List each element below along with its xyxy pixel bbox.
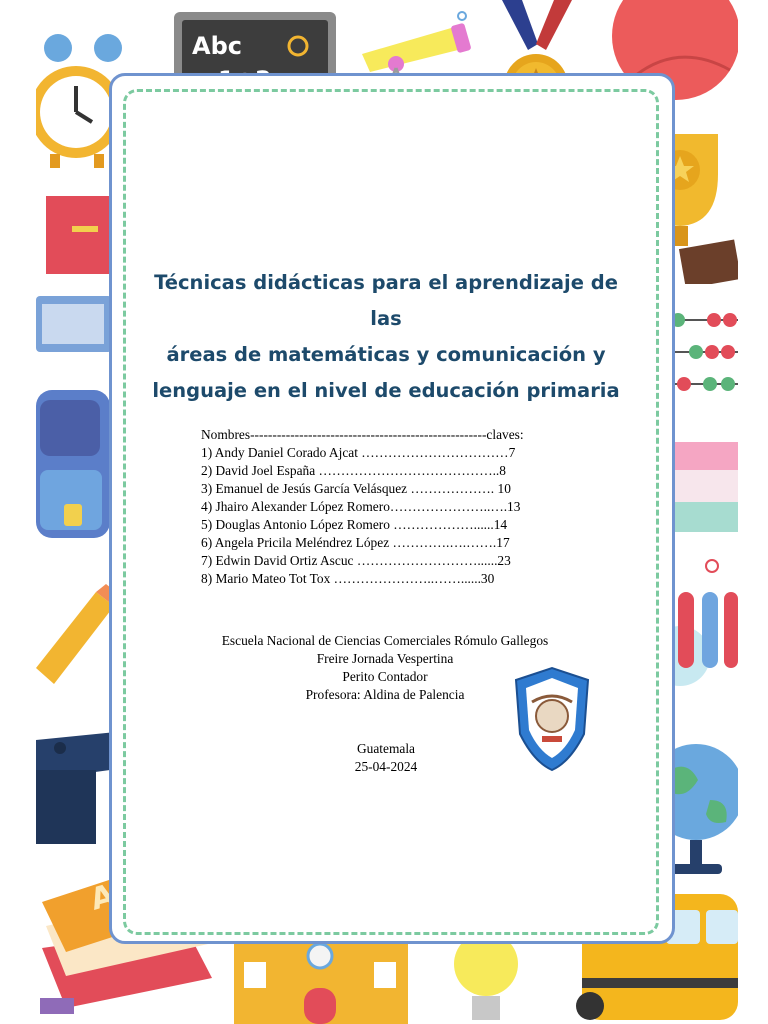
school-crest-emblem bbox=[512, 666, 592, 772]
member-item: 4) Jhairo Alexander López Romero…………………..….13 bbox=[201, 499, 521, 514]
document-title bbox=[136, 265, 636, 409]
pencil-icon bbox=[36, 584, 116, 694]
member-item: 1) Andy Daniel Corado Ajcat ……………………………7 bbox=[201, 445, 516, 460]
member-item: 6) Angela Pricila Meléndrez López ………….….…….17 bbox=[201, 535, 510, 550]
chalkboard-text-top: Abc bbox=[192, 32, 242, 60]
member-item: 5) Douglas Antonio López Romero ………………......14 bbox=[201, 517, 508, 532]
graduation-cap-icon bbox=[36, 710, 116, 850]
member-list bbox=[201, 426, 601, 588]
member-list-header: Nombres-----------------------------------------------------claves: bbox=[201, 427, 524, 442]
document-page bbox=[36, 0, 738, 1024]
career-line: Perito Contador bbox=[342, 669, 428, 684]
date-label: 25-04-2024 bbox=[354, 759, 418, 774]
title-line: lenguaje en el nivel de educación primaria bbox=[152, 379, 620, 402]
school-name-line: Freire Jornada Vespertina bbox=[316, 651, 454, 666]
member-item: 8) Mario Mateo Tot Tox …………………..……......30 bbox=[201, 571, 495, 586]
member-item: 7) Edwin David Ortiz Ascuc ………………………......23 bbox=[201, 553, 511, 568]
place-and-date bbox=[286, 740, 486, 776]
title-line: Técnicas didácticas para el aprendizaje de las bbox=[154, 271, 618, 330]
title-line: áreas de matemáticas y comunicación y bbox=[166, 343, 606, 366]
teacher-line: Profesora: Aldina de Palencia bbox=[305, 687, 465, 702]
city-label: Guatemala bbox=[357, 741, 415, 756]
member-item: 3) Emanuel de Jesús García Velásquez ………………. 10 bbox=[201, 481, 511, 496]
school-name-line: Escuela Nacional de Ciencias Comerciales Rómulo Gallegos bbox=[221, 633, 549, 648]
book-icon bbox=[36, 190, 116, 280]
backpack-icon bbox=[36, 380, 116, 540]
laptop-icon bbox=[36, 290, 116, 360]
member-item: 2) David Joel España …………………………………..8 bbox=[201, 463, 506, 478]
